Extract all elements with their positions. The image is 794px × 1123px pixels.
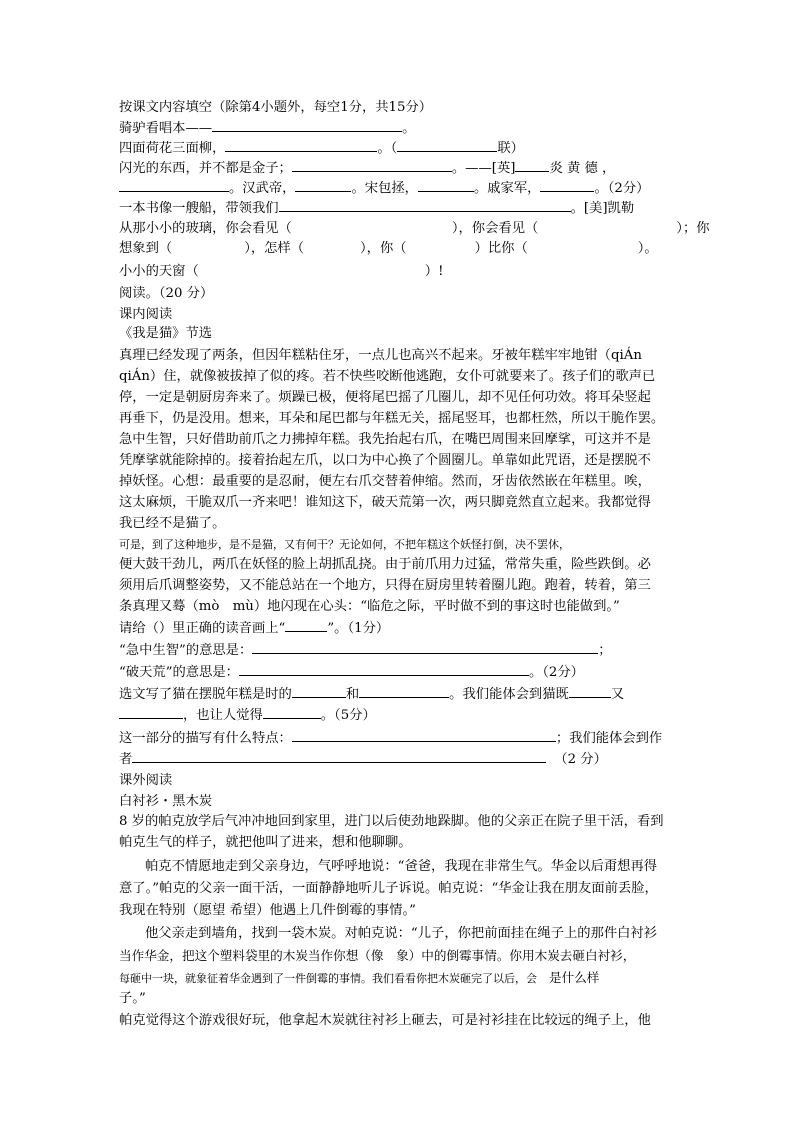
- answer-blank[interactable]: [119, 705, 183, 719]
- passage-2-line: 子。”: [119, 991, 146, 1006]
- question-4: 这一部分的描写有什么特点： ；我们能体会到作: [119, 728, 662, 748]
- answer-blank[interactable]: [359, 684, 449, 698]
- passage-1-line: 停，一定是朝厨房奔来了。烦躁已极，便将尾巴摇了几圈儿，却不见任何功效。将耳朵竖起: [119, 390, 651, 405]
- subsection-in-class-reading: 课内阅读: [119, 307, 173, 322]
- passage-1-line: 这太麻烦，干脆双爪一齐来吧！谁知这下，破天荒第一次，两只脚竟然直立起来。我都觉得: [119, 495, 651, 510]
- passage-1-line: 条真理又蓦（mò mù）地闪现在心头：“临危之际，平时做不到的事这时也能做到。”: [119, 599, 620, 614]
- passage-2-line: 帕克觉得这个游戏很好玩，他拿起木炭就往衬衫上砸去，可是衬衫挂在比较远的绳子上，他: [119, 1013, 651, 1028]
- answer-blank[interactable]: [132, 749, 546, 763]
- passage-1-title: 《我是猫》节选: [119, 326, 213, 341]
- answer-blank[interactable]: [252, 640, 598, 654]
- answer-blank[interactable]: [295, 178, 351, 192]
- passage-1-line: 我已经不是猫了。: [119, 516, 226, 531]
- passage-1-line: 须用后爪调整姿势，又不能总站在一个地方，只得在厨房里转着圈儿跑。跑着，转着，第三: [119, 578, 651, 593]
- answer-blank[interactable]: [239, 662, 529, 676]
- answer-blank[interactable]: [292, 158, 452, 172]
- fill-item-6-cont: 想象到（ ），怎样（ ），你（ ）比你（ ）。: [119, 241, 658, 256]
- passage-2-line: 意了。”帕克的父亲一面干活，一面静静地听儿子诉说。帕克说：“华金让我在朋友面前丢脸，: [119, 881, 658, 896]
- question-3-cont: ，也让人觉得 。（5分）: [119, 705, 376, 725]
- fill-item-3: 闪光的东西，并不都是金子； 。——[英] 炎 黄 德 ，: [119, 158, 615, 178]
- question-2a: “急中生智”的意思是： ；: [119, 640, 612, 660]
- answer-blank[interactable]: [515, 158, 549, 172]
- passage-2-line: 每砸中一块，就象征着华金遇到了一件倒霉的事情。我们看看你把木炭砸完了以后，会 是什么样: [119, 970, 600, 985]
- passage-2-line: 当作华金，把这个塑料袋里的木炭当作你想（像 象）中的倒霉事情。你用木炭去砸白衬衫，: [119, 948, 636, 963]
- passage-1-line: 掉妖怪。心想：最重要的是忍耐，便左右爪交替着伸缩。然而，牙齿依然嵌在年糕里。唉，: [119, 474, 651, 489]
- fill-item-5: 一本书像一艘船，带领我们 。[美]凯勒: [119, 198, 634, 218]
- passage-2-line: 他父亲走到墙角，找到一袋木炭。对帕克说：“儿子，你把前面挂在绳子上的那件白衬衫: [145, 926, 658, 941]
- answer-blank[interactable]: [212, 118, 402, 132]
- question-1: 请给（）里正确的读音画上“ ”。（1分）: [119, 618, 389, 638]
- passage-2-line: 帕克不情愿地走到父亲身边，气呼呼地说：“爸爸，我现在非常生气。华金以后甭想再得: [145, 859, 658, 874]
- answer-blank[interactable]: [292, 684, 346, 698]
- passage-1-line: 再垂下，仍是没用。想来，耳朵和尾巴都与年糕无关，摇尾竖耳，也都枉然，所以干脆作罢。: [119, 411, 665, 426]
- question-2b: “破天荒”的意思是： 。（2分）: [119, 662, 584, 682]
- fill-item-4: 。汉武帝， 。宋包拯， 。戚家军， 。（2分）: [119, 178, 649, 198]
- answer-blank[interactable]: [119, 178, 229, 192]
- answer-blank[interactable]: [569, 684, 611, 698]
- question-3: 选文写了猫在摆脱年糕是时的 和 。我们能体会到猫既 又: [119, 684, 624, 704]
- answer-blank[interactable]: [397, 138, 497, 152]
- answer-blank[interactable]: [285, 618, 327, 632]
- answer-blank[interactable]: [540, 178, 594, 192]
- answer-blank[interactable]: [263, 705, 321, 719]
- fill-item-6: 从那小小的玻璃，你会看见（ ），你会看见（ ）；你: [119, 221, 710, 236]
- answer-blank[interactable]: [418, 178, 474, 192]
- fill-item-2: 四面荷花三面柳， 。（ 联）: [119, 138, 524, 158]
- passage-1-line: qiÁn）住，就像被拔掉了似的疼。若不快些咬断他逃跑，女仆可就要来了。孩子们的歌声已: [119, 369, 656, 384]
- section-2-title: 阅读。（20 分）: [119, 286, 214, 301]
- passage-2-title: 白衬衫・黑木炭: [119, 794, 213, 809]
- subsection-extra-reading: 课外阅读: [119, 773, 173, 788]
- passage-2-line: 帕克生气的样子，就把他叫了进来，想和他聊聊。: [119, 835, 412, 850]
- passage-2-line: 8 岁的帕克放学后气冲冲地回到家里，进门以后使劲地跺脚。他的父亲正在院子里干活，看到: [119, 814, 664, 829]
- section-1-title: 按课文内容填空（除第4小题外，每空1分，共15分）: [119, 100, 433, 115]
- fill-item-6-end: 小小的天窗（ ）!: [119, 264, 444, 279]
- question-4-cont: 者 （2 分）: [119, 749, 607, 769]
- passage-1-line: 真理已经发现了两条，但因年糕粘住牙，一点儿也高兴不起来。牙被年糕牢牢地钳（qiÁn: [119, 348, 642, 363]
- passage-1-line: 凭摩挲就能除掉的。接着抬起左爪，以口为中心换了个圆圈儿。单靠如此咒语，还是摆脱不: [119, 453, 651, 468]
- fill-item-1: 骑驴看唱本—— 。: [119, 118, 415, 138]
- answer-blank[interactable]: [292, 728, 556, 742]
- passage-1-line: 便大鼓干劲儿，两爪在妖怪的脸上胡抓乱挠。由于前爪用力过猛，常常失重，险些跌倒。必: [119, 557, 651, 572]
- passage-2-line: 我现在特别（愿望 希望）他遇上几件倒霉的事情。”: [119, 903, 416, 918]
- answer-blank[interactable]: [225, 138, 377, 152]
- passage-1-line: 急中生智，只好借助前爪之力拂掉年糕。我先抬起右爪，在嘴巴周围来回摩挲，可这并不是: [119, 432, 651, 447]
- answer-blank[interactable]: [279, 198, 571, 212]
- passage-1-line: 可是，到了这种地步，是不是猫，又有何干？无论如何，不把年糕这个妖怪打倒，决不罢休，: [119, 538, 570, 551]
